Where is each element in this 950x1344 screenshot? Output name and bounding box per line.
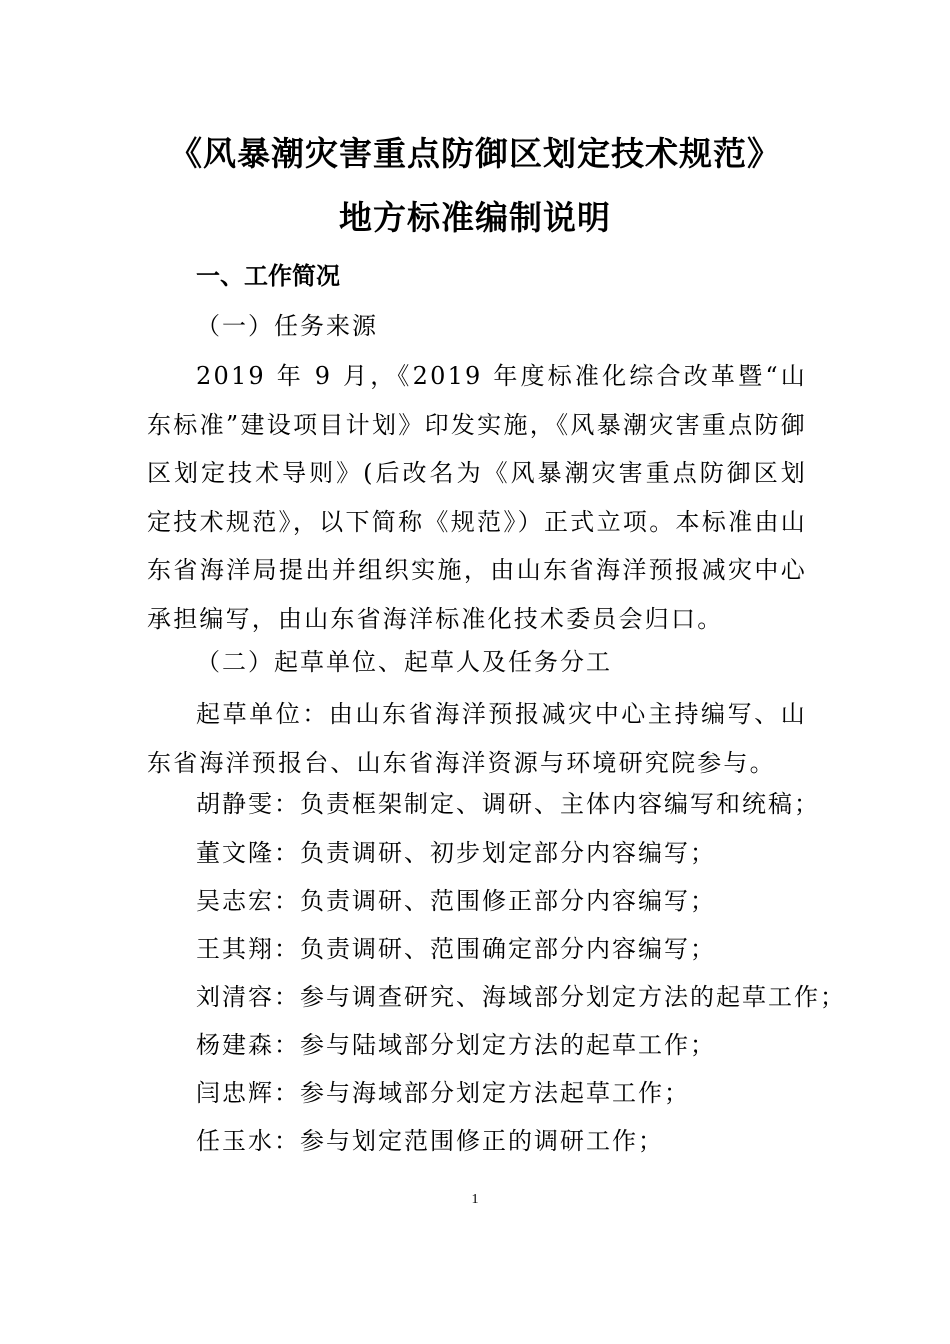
- person-entry: 任玉水：参与划定范围修正的调研工作；: [196, 1127, 664, 1155]
- paragraph-task-source: 2019 年 9 月，《2019 年度标准化综合改革暨“山东标准”建设项目计划》印发实施，《风暴潮灾害重点防御区划定技术导则》(后改名为《风暴潮灾害重点防御区划定技术规范》，以下简称《规范》）正式立项。本标准由山东省海洋局提出并组织实施，由山东省海洋预报减灾中心承担编写，由山东省海洋标准化技术委员会归口。: [147, 362, 807, 633]
- page-number: 1: [471, 1192, 479, 1207]
- person-entry: 杨建森：参与陆域部分划定方法的起草工作；: [196, 1031, 716, 1059]
- subsection-heading-task-source: （一）任务来源: [196, 312, 378, 340]
- paragraph-drafting-units: 起草单位：由山东省海洋预报减灾中心主持编写、山东省海洋预报台、山东省海洋资源与环境研究院参与。: [147, 700, 807, 777]
- person-entry: 王其翔：负责调研、范围确定部分内容编写；: [196, 935, 716, 963]
- person-entry: 胡静雯：负责框架制定、调研、主体内容编写和统稿；: [196, 790, 820, 818]
- person-entry: 吴志宏：负责调研、范围修正部分内容编写；: [196, 887, 716, 915]
- subsection-heading-drafting-units: （二）起草单位、起草人及任务分工: [196, 648, 612, 676]
- document-title-line2: 地方标准编制说明: [339, 198, 611, 237]
- document-title-line1: 《风暴潮灾害重点防御区划定技术规范》: [169, 134, 781, 173]
- section-heading-work-overview: 一、工作简况: [196, 261, 340, 290]
- person-entry: 闫忠辉：参与海域部分划定方法起草工作；: [196, 1079, 690, 1107]
- person-entry: 董文隆：负责调研、初步划定部分内容编写；: [196, 839, 716, 867]
- person-entry: 刘清容：参与调查研究、海域部分划定方法的起草工作；: [196, 983, 846, 1011]
